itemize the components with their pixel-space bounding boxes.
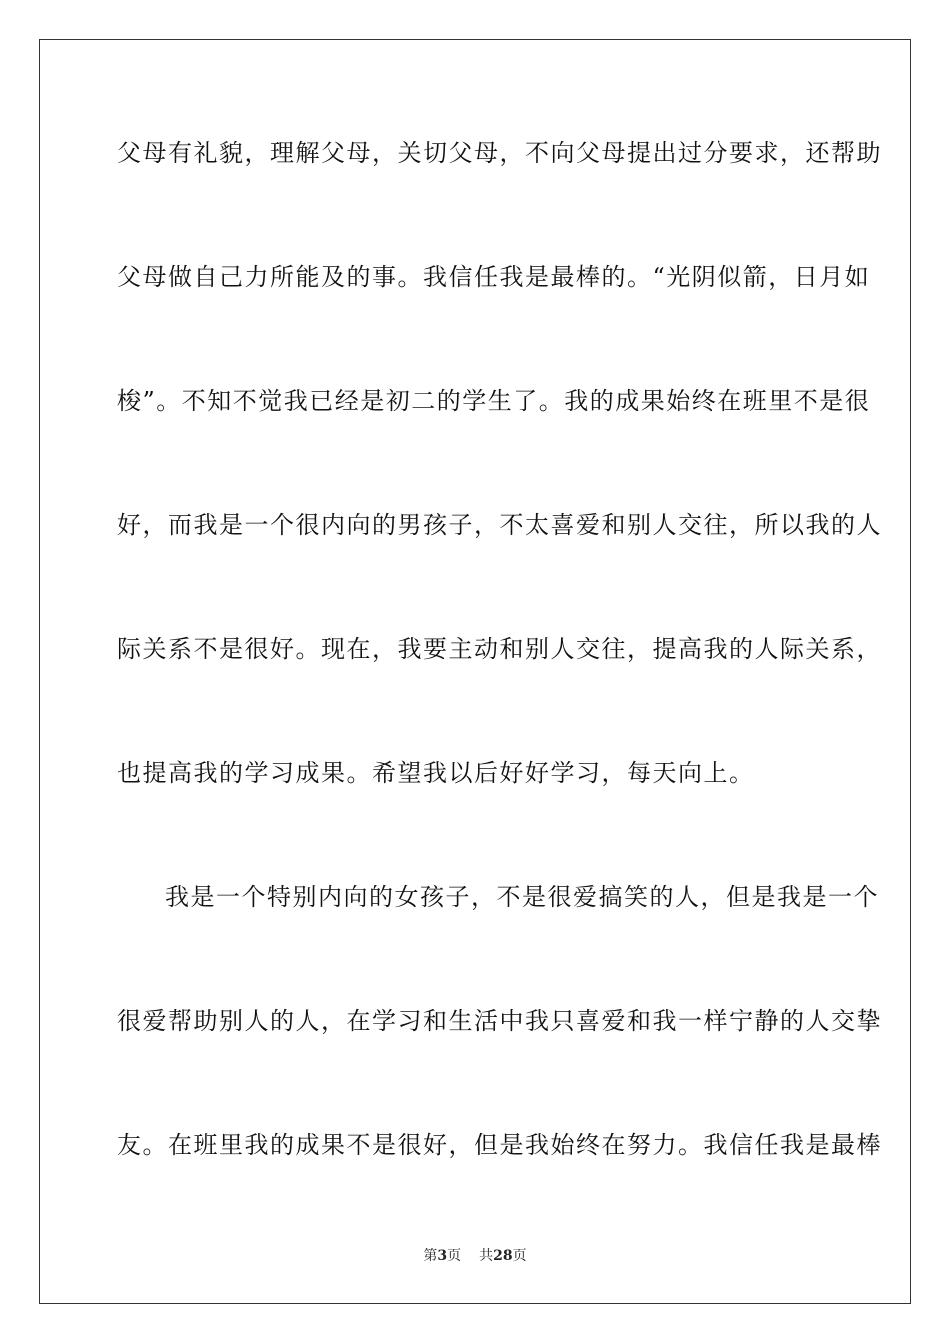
page-number: 3 [437,1248,448,1264]
paragraph-line-7: 我是一个特别内向的女孩子，不是很爱搞笑的人，但是我是一个 [165,883,879,911]
page-prefix: 第 [423,1248,438,1264]
page-suffix: 页 [447,1248,462,1264]
total-pages: 28 [493,1248,513,1264]
page-footer [0,1247,950,1265]
total-suffix: 页 [512,1248,527,1264]
page-border [39,39,911,1304]
paragraph-line-4: 好，而我是一个很内向的男孩子，不太喜爱和别人交往，所以我的人 [117,511,882,539]
total-prefix: 共 [479,1248,494,1264]
paragraph-line-9: 友。在班里我的成果不是很好，但是我始终在努力。我信任我是最棒 [117,1131,882,1159]
paragraph-line-8: 很爱帮助别人的人，在学习和生活中我只喜爱和我一样宁静的人交挚 [117,1007,882,1035]
paragraph-line-6: 也提高我的学习成果。希望我以后好好学习，每天向上。 [117,759,755,787]
paragraph-line-5: 际关系不是很好。现在，我要主动和别人交往，提高我的人际关系， [117,635,882,663]
paragraph-line-3: 梭”。不知不觉我已经是初二的学生了。我的成果始终在班里不是很 [117,387,871,415]
paragraph-line-2: 父母做自己力所能及的事。我信任我是最棒的。“光阴似箭，日月如 [117,263,871,291]
paragraph-line-1: 父母有礼貌，理解父母，关切父母，不向父母提出过分要求，还帮助 [117,139,882,167]
